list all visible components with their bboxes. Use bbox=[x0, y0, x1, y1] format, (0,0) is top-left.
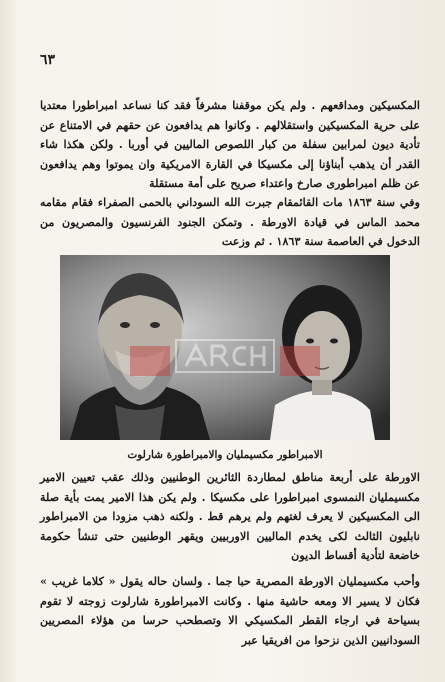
photo-caption: الامبراطور مكسيمليان والامبراطورة شارلوت bbox=[127, 449, 323, 461]
paragraph-1: المكسيكين ومداقعهم . ولم يكن موقفنا مشرفاً فقد كنا نساعد امبراطورا معتديا على حرية المكسيكين واستقلالهم . وكانوا هم يدافعون عن حقهم في الامتناع عن تأدية ديون لمرابين سفلة من كبار اللصوص الماليين في أوربا . ولكن هكذا شاء القدر أن يذهب أبناؤنا إلى مكسيكا في القارة الامريكية وان يموتوا وهم يدافعون عن ظلم امبراطورى صارخ واعتداء صريح على أمة مستقلة bbox=[40, 98, 420, 190]
paragraph-2: وفي سنة ١٨٦٣ مات القائمقام جبرت الله السوداني بالحمى الصفراء فقام مقامه محمد الماس في قيادة الاورطة . وتمكن الجنود الفرنسيون والمصريون من الدخول في العاصمة سنة ١٨٦٣ . ثم وزعت bbox=[40, 195, 420, 248]
portrait-illustration bbox=[60, 255, 390, 440]
paragraph-3: الاورطة على أربعة مناطق لمطاردة الثائرين الوطنيين وذلك عقب تعيين الامير مكسيمليان النمسوى امبراطورا على مكسيكا . ولم يكن هذا الامير يمت بأية صلة الى المكسيكين لا يعرف لغتهم ولم يرهم قط . ولكنه ذهب مزودا من الامبراطور نابليون الثالث لكى يخدم الماليين الاوربيين ويقهر الوطنيين حتى تنشأ حكومة خاضعة لتأدية أقساط الديون bbox=[40, 470, 420, 562]
paragraph-4: وأحب مكسيمليان الاورطة المصرية حبا جما . ولسان حاله يقول « كلاما غريب » فكان لا يسير الا ومعه حاشية منها . وكانت الامبراطورة شارلوت زوجته لا تقوم بسياحة في ارجاء القطر المكسيكي الا وتصطحب حرسا من هؤلاء المصريين السودانيين الذين نزحوا من افريقيا عبر bbox=[40, 574, 420, 647]
portrait-photo bbox=[60, 255, 390, 440]
page-number: ٦٣ bbox=[40, 52, 56, 68]
